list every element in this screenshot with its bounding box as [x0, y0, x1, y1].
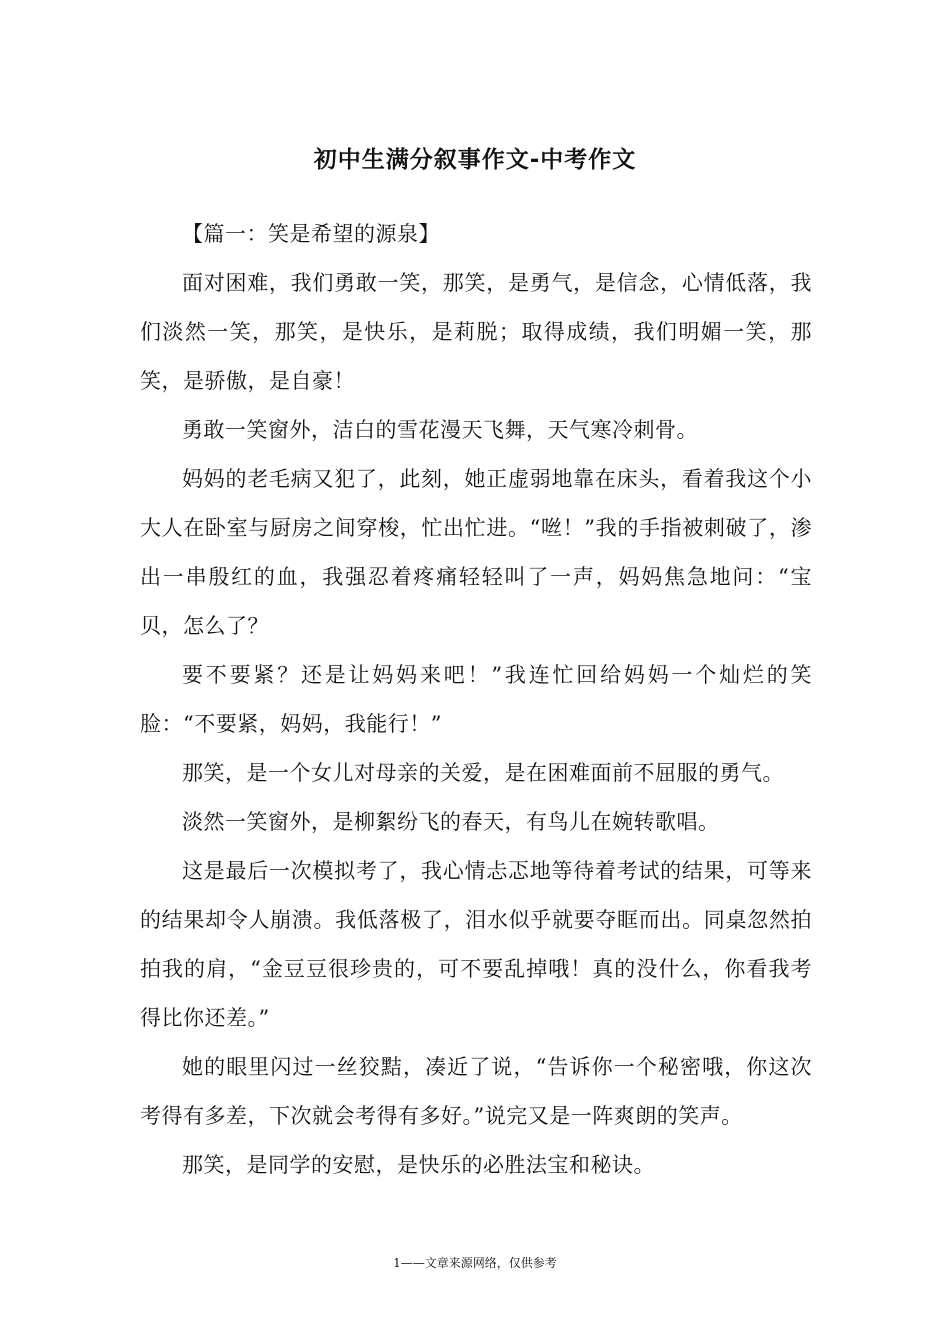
paragraph: 勇敢一笑窗外，洁白的雪花漫天飞舞，天气寒冷刺骨。 — [182, 418, 698, 442]
paragraph: 要不要紧？还是让妈妈来吧！”我连忙回给妈妈一个灿烂的笑脸：“不要紧，妈妈，我能行！” — [140, 663, 812, 736]
paragraph: 那笑，是同学的安慰，是快乐的必胜法宝和秘诀。 — [182, 1153, 655, 1177]
paragraph: 妈妈的老毛病又犯了，此刻，她正虚弱地靠在床头，看着我这个小大人在卧室与厨房之间穿梭，忙出忙进。“咝！”我的手指被刺破了，渗出一串殷红的血，我强忍着疼痛轻轻叫了一声，妈妈焦急地问：“宝贝，怎么了？ — [140, 467, 812, 638]
paragraph: 这是最后一次模拟考了，我心情忐忑地等待着考试的结果，可等来的结果却令人崩溃。我低落极了，泪水似乎就要夺眶而出。同桌忽然拍拍我的肩，“金豆豆很珍贵的，可不要乱掉哦！真的没什么，你看我考得比你还差。” — [140, 859, 812, 1030]
paragraph: 面对困难，我们勇敢一笑，那笑，是勇气，是信念，心情低落，我们淡然一笑，那笑，是快乐，是莉脱；取得成绩，我们明媚一笑，那笑，是骄傲，是自豪！ — [140, 271, 812, 393]
document-body — [140, 210, 812, 1190]
paragraph: 那笑，是一个女儿对母亲的关爱，是在困难面前不屈服的勇气。 — [182, 761, 784, 785]
paragraph: 她的眼里闪过一丝狡黠，凑近了说，“告诉你一个秘密哦，你这次考得有多差，下次就会考得有多好。”说完又是一阵爽朗的笑声。 — [140, 1055, 812, 1128]
page-footer: 1——文章来源网络，仅供参考 — [393, 1256, 557, 1270]
paragraph: 淡然一笑窗外，是柳絮纷飞的春天，有鸟儿在婉转歌唱。 — [182, 810, 720, 834]
document-title: 初中生满分叙事作文-中考作文 — [313, 147, 637, 173]
section-heading: 【篇一：笑是希望的源泉】 — [182, 222, 440, 246]
